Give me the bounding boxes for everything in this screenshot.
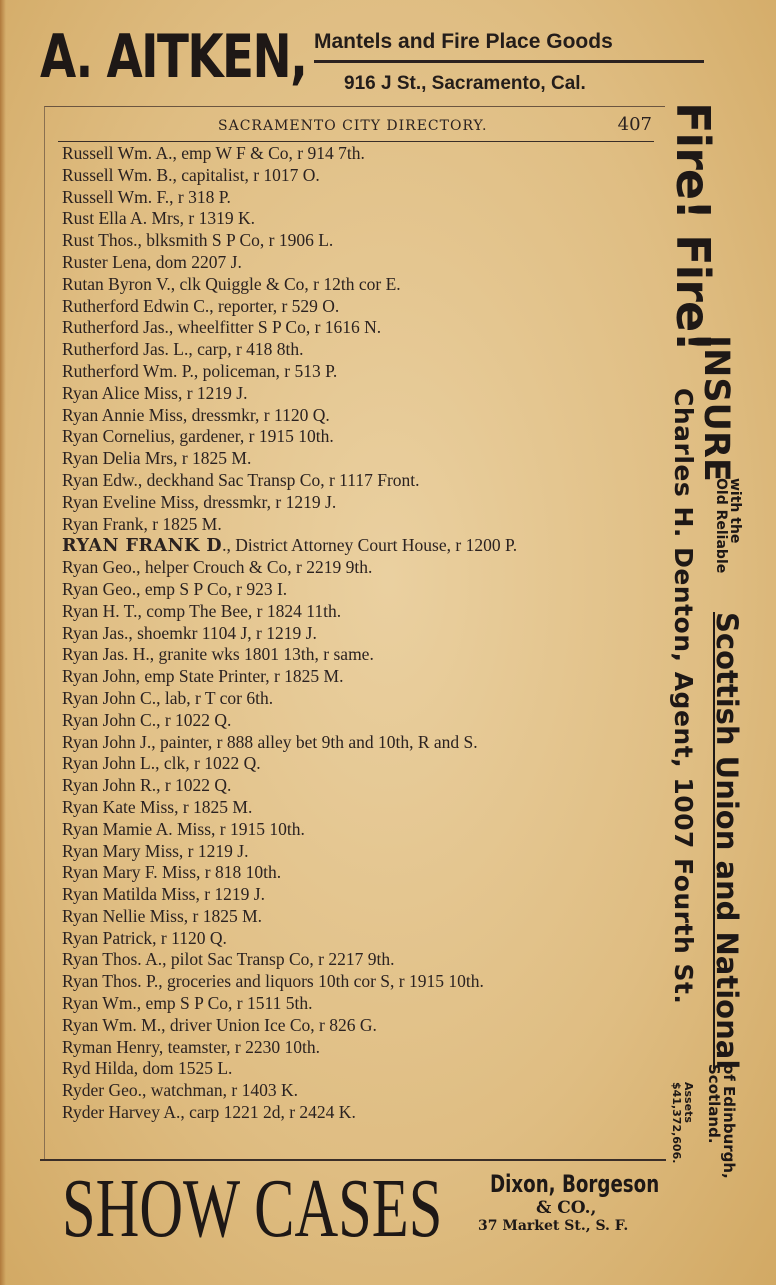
directory-entry (62, 1102, 662, 1124)
directory-entry (62, 841, 662, 863)
entry-text: Ryan John C., r 1022 Q. (62, 709, 232, 730)
advertiser-name: A. AITKEN, (40, 22, 307, 92)
directory-entry (62, 405, 662, 427)
side-ad-insure: INSURE (696, 335, 736, 482)
entry-text: Ryan Mary F. Miss, r 818 10th. (62, 862, 282, 883)
entry-text: Ryan Wm., emp S P Co, r 1511 5th. (62, 993, 313, 1014)
entry-text: Rutherford Jas. L., carp, r 418 8th. (62, 339, 304, 360)
side-ad-fire: Fire! Fire! (666, 102, 720, 352)
entry-text: Ryan Cornelius, gardener, r 1915 10th. (62, 426, 334, 447)
advertiser-tagline: Mantels and Fire Place Goods (314, 30, 613, 53)
entry-text: Ryan Mamie A. Miss, r 1915 10th. (62, 818, 305, 839)
entry-text: Ryman Henry, teamster, r 2230 10th. (62, 1036, 320, 1057)
entry-text: Ryan Nellie Miss, r 1825 M. (62, 905, 263, 926)
directory-entry (62, 862, 662, 884)
directory-entry (62, 339, 662, 361)
side-ad-with-the-line: with the (727, 478, 743, 544)
entry-text: ., District Attorney Court House, r 1200 P. (222, 535, 518, 556)
running-header (62, 114, 652, 140)
entry-text: Rust Ella A. Mrs, r 1319 K. (62, 208, 255, 229)
entry-text: Ryan Geo., helper Crouch & Co, r 2219 9th. (62, 557, 373, 578)
showcases-firm: Dixon, Borgeson (490, 1170, 660, 1198)
directory-entry (62, 317, 662, 339)
side-ad-with-the (714, 478, 742, 573)
directory-entry (62, 274, 662, 296)
directory-entry (62, 252, 662, 274)
directory-entry (62, 1080, 662, 1102)
entry-text: Rutherford Edwin C., reporter, r 529 O. (62, 295, 340, 316)
directory-entry (62, 492, 662, 514)
directory-entry (62, 644, 662, 666)
directory-entry (62, 426, 662, 448)
directory-entry (62, 208, 662, 230)
page-edge-shadow (0, 0, 6, 1285)
entry-text: Ryan John, emp State Printer, r 1825 M. (62, 666, 344, 687)
entry-text: Ryan Thos. A., pilot Sac Transp Co, r 2217 9th. (62, 949, 395, 970)
entry-text: Rust Thos., blksmith S P Co, r 1906 L. (62, 230, 334, 251)
entry-text: Ryan John J., painter, r 888 alley bet 9th and 10th, R and S. (62, 731, 478, 752)
entry-name-bold: RYAN FRANK D (62, 536, 223, 557)
page-number: 407 (617, 114, 652, 135)
directory-entry (62, 448, 662, 470)
directory-entry (62, 753, 662, 775)
directory-entry (62, 514, 662, 536)
directory-entry (62, 949, 662, 971)
entry-text: Russell Wm. F., r 318 P. (62, 186, 231, 207)
entry-text: Ryan Thos. P., groceries and liquors 10th cor S, r 1915 10th. (62, 971, 484, 992)
entry-text: Ruster Lena, dom 2207 J. (62, 251, 242, 272)
showcases-firm-co: & CO., (536, 1198, 597, 1218)
directory-entry (62, 143, 662, 165)
entry-text: Ryan John C., lab, r T cor 6th. (62, 687, 274, 708)
entry-text: Russell Wm. B., capitalist, r 1017 O. (62, 164, 320, 185)
entry-text: Ryan Mary Miss, r 1219 J. (62, 840, 249, 861)
directory-entry (62, 1015, 662, 1037)
advertiser-rule (314, 60, 704, 63)
directory-entry (62, 993, 662, 1015)
directory-entry (62, 230, 662, 252)
directory-entry (62, 1037, 662, 1059)
entry-text: Rutherford Jas., wheelfitter S P Co, r 1616 N. (62, 317, 382, 338)
entry-text: Ryan Jas. H., granite wks 1801 13th, r same. (62, 644, 374, 665)
entry-text: Ryan Matilda Miss, r 1219 J. (62, 884, 265, 905)
entry-text: Ryan Geo., emp S P Co, r 923 I. (62, 578, 288, 599)
entry-text: Ryan Delia Mrs, r 1825 M. (62, 448, 252, 469)
directory-entry (62, 906, 662, 928)
directory-entry (62, 623, 662, 645)
directory-entry (62, 1058, 662, 1080)
entry-text: Ryan H. T., comp The Bee, r 1824 11th. (62, 600, 342, 621)
side-ad-edinburgh (706, 1064, 736, 1179)
side-ad-assets (670, 1082, 694, 1163)
directory-entry (62, 710, 662, 732)
showcases-address: 37 Market St., S. F. (478, 1218, 629, 1234)
directory-entry (62, 361, 662, 383)
directory-entry (62, 165, 662, 187)
directory-entry (62, 688, 662, 710)
directory-entry (62, 819, 662, 841)
entry-text: Ryan Eveline Miss, dressmkr, r 1219 J. (62, 491, 337, 512)
directory-entry (62, 579, 662, 601)
entry-text: Ryder Harvey A., carp 1221 2d, r 2424 K. (62, 1102, 356, 1123)
directory-title: SACRAMENTO CITY DIRECTORY. (218, 118, 488, 134)
directory-entry (62, 797, 662, 819)
entry-text: Rutan Byron V., clk Quiggle & Co, r 12th cor E. (62, 273, 401, 294)
directory-entry (62, 535, 662, 557)
advertiser-address: 916 J St., Sacramento, Cal. (344, 73, 586, 94)
directory-entry (62, 187, 662, 209)
entry-text: Ryan Annie Miss, dressmkr, r 1120 Q. (62, 404, 330, 425)
directory-entry (62, 884, 662, 906)
directory-entry (62, 732, 662, 754)
entry-text: Ryan Patrick, r 1120 Q. (62, 927, 227, 948)
side-ad-old-reliable: Old Reliable (713, 478, 729, 574)
entry-text: Ryan Wm. M., driver Union Ice Co, r 826 G. (62, 1014, 377, 1035)
side-ad-assets-label: Assets (682, 1082, 695, 1123)
entry-text: Rutherford Wm. P., policeman, r 513 P. (62, 360, 338, 381)
showcases-ad-title: SHOW CASES (62, 1162, 443, 1255)
side-ad-company: Scottish Union and National (710, 612, 744, 1070)
directory-entry (62, 775, 662, 797)
entry-text: Russell Wm. A., emp W F & Co, r 914 7th. (62, 143, 365, 163)
side-ad-scotland: Scotland. (705, 1064, 723, 1144)
directory-entry (62, 470, 662, 492)
header-rule (58, 141, 654, 142)
directory-entry (62, 296, 662, 318)
directory-entry (62, 557, 662, 579)
directory-entry (62, 383, 662, 405)
entry-text: Ryan Kate Miss, r 1825 M. (62, 796, 253, 817)
directory-entry (62, 666, 662, 688)
directory-entry (62, 971, 662, 993)
directory-entry (62, 928, 662, 950)
entry-text: Ryan John L., clk, r 1022 Q. (62, 753, 261, 774)
directory-entries (62, 143, 662, 1124)
entry-text: Ryd Hilda, dom 1525 L. (62, 1058, 233, 1079)
entry-text: Ryan Frank, r 1825 M. (62, 513, 222, 534)
entry-text: Ryan Alice Miss, r 1219 J. (62, 382, 248, 403)
entry-text: Ryan Jas., shoemkr 1104 J, r 1219 J. (62, 622, 317, 643)
entry-text: Ryder Geo., watchman, r 1403 K. (62, 1080, 298, 1101)
side-ad-assets-value: $41,372,606. (670, 1082, 683, 1164)
side-ad-agent: Charles H. Denton, Agent, 1007 Fourth St. (669, 388, 698, 1005)
directory-entry (62, 601, 662, 623)
side-ad-of-edinburgh: of Edinburgh, (720, 1064, 738, 1179)
entry-text: Ryan John R., r 1022 Q. (62, 775, 232, 796)
entry-text: Ryan Edw., deckhand Sac Transp Co, r 1117 Front. (62, 469, 420, 490)
